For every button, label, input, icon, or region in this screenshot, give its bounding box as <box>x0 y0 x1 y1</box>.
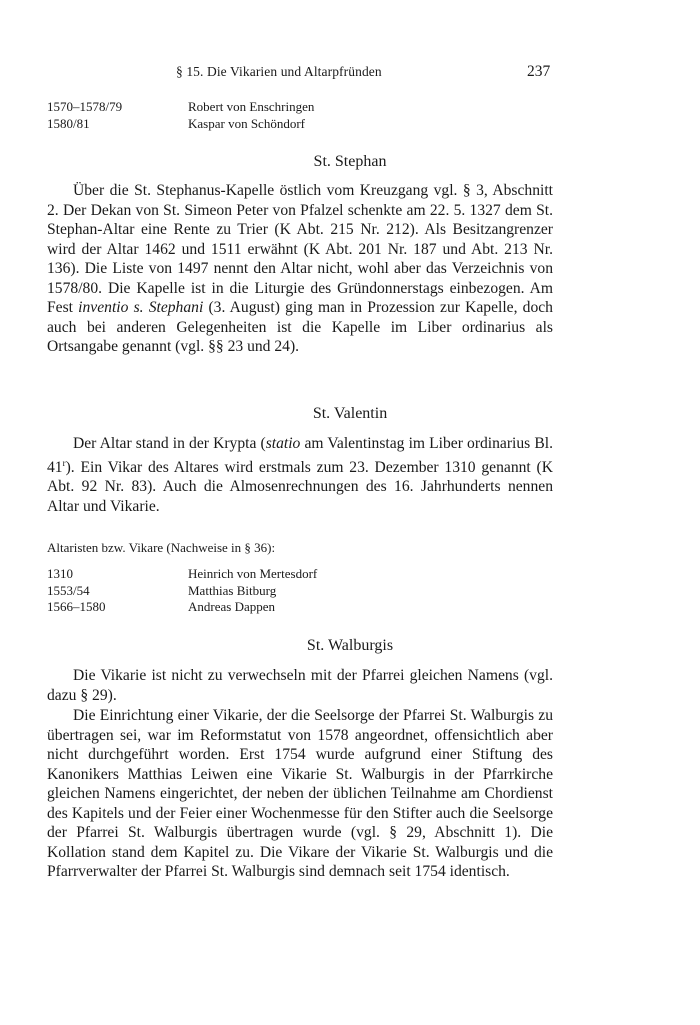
section-heading-st-walburgis: St. Walburgis <box>306 637 394 654</box>
paragraph-text: Der Altar stand in der Krypta ( <box>73 435 266 452</box>
section-heading-st-stephan: St. Stephan <box>313 153 387 170</box>
list-item <box>47 99 567 116</box>
list-item <box>47 116 567 133</box>
paragraph-text: Über die St. Stephanus-Kapelle östlich vom Kreuzgang vgl. § 3, Abschnitt 2. Der Dekan von St. Simeon Peter von Pfalzel schenkte am 22. 5. 1327 dem St. Stephan-Altar eine Rente zu Trier (K Abt. 215 Nr. 212). Als Besitzangrenzer wird der Altar 1462 und 1511 erwähnt (K Abt. 201 Nr. 187 und Abt. 213 Nr. 136). Die Liste von 1497 nennt den Altar nicht, wohl aber das Verzeichnis von 1578/80. Die Kapelle ist in die Liturgie des Gründonnerstags einbezogen. Am Fest <box>47 182 553 317</box>
entry-date: 1570–1578/79 <box>47 99 123 114</box>
entry-name: Andreas Dappen <box>188 599 275 614</box>
entry-date: 1310 <box>47 566 73 581</box>
entry-date: 1553/54 <box>47 582 90 598</box>
running-title: § 15. Die Vikarien und Altarpfründen <box>176 64 382 79</box>
paragraph-st-stephan <box>47 181 553 357</box>
vicar-list-heading: Altaristen bzw. Vikare (Nachweise in § 36): <box>47 540 276 555</box>
running-head <box>0 64 700 84</box>
entry-date: 1566–1580 <box>47 599 106 614</box>
entry-name: Robert von Enschringen <box>188 99 315 114</box>
page-number: 237 <box>527 63 551 80</box>
entry-name: Matthias Bitburg <box>188 582 277 598</box>
paragraph-st-walburgis-1: Die Vikarie ist nicht zu verwechseln mit der Pfarrei gleichen Namens (vgl. dazu § 29). <box>47 667 553 704</box>
section-heading-st-valentin: St. Valentin <box>312 405 388 422</box>
valentin-vicar-list <box>47 566 567 616</box>
paragraph-italic-text: statio <box>265 435 301 452</box>
paragraph-st-valentin <box>47 434 553 516</box>
paragraph-italic-text: inventio s. Stephani <box>78 299 204 317</box>
entry-name: Kaspar von Schöndorf <box>188 115 305 131</box>
paragraph-st-walburgis-2: Die Einrichtung einer Vikarie, der die Seelsorge der Pfarrei St. Walburgis zu übertragen sei, war im Reformstatut von 1578 angeordnet, offensichtlich aber nicht durchgeführt worden. Erst 1754 wurde aufgrund einer Stiftung des Kanonikers Matthias Leiwen eine Vikarie St. Walburgis in der Pfarrkirche gleichen Namens eingerichtet, der neben der üblichen Teilnahme am Chordienst des Kapitels und der Feier einer Wochenmesse für den Stifter auch die Seelsorge der Pfarrei St. Walburgis übertragen wurde (vgl. § 29, Abschnitt 1). Die Kollation stand dem Kapitel zu. Die Vikare der Vikarie St. Walburgis und die Pfarrverwalter der Pfarrei St. Walburgis sind demnach seit 1754 identisch. <box>47 707 553 881</box>
list-item <box>47 583 567 600</box>
list-item <box>47 599 567 616</box>
paragraph-text: ). Ein Vikar des Altares wird erstmals zum 23. Dezember 1310 genannt (K Abt. 92 Nr. 83). Auch die Almosenrechnungen des 16. Jahrhunderts nennen Altar und Vikarie. <box>47 458 553 515</box>
paragraph-text: (3. August) ging man in Prozession zur Kapelle, doch auch bei anderen Gelegenheiten ist die Kapelle im Liber ordinarius als Ortsangabe genannt (vgl. §§ 23 und 24). <box>47 299 553 356</box>
list-item <box>47 566 567 583</box>
paragraph-text: am Valentinstag im Liber ordinarius Bl. 41 <box>47 435 553 476</box>
top-vicar-list <box>47 99 567 132</box>
entry-date: 1580/81 <box>47 115 90 131</box>
superscript: r <box>62 457 66 468</box>
entry-name: Heinrich von Mertesdorf <box>188 566 318 581</box>
